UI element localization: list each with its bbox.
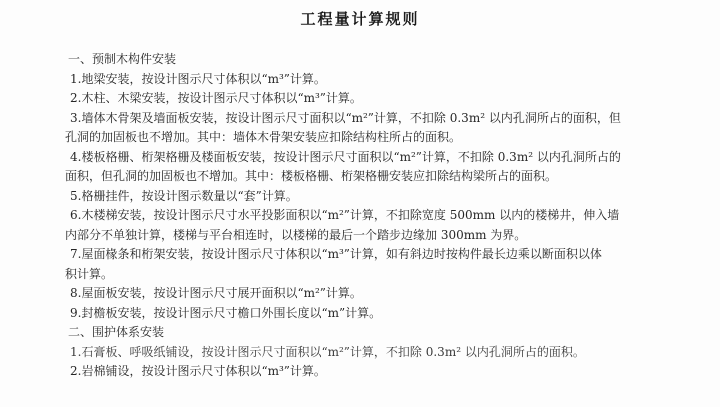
page-title: 工程量计算规则 — [300, 10, 420, 28]
item-text: 木柱、木梁安装，按设计图示尺寸体积以“m³”计算。 — [81, 91, 362, 105]
item-continuation: 内部分不单独计算，楼梯与平台相连时，以楼梯的最后一个踏步边缘加 300mm 为界。 — [65, 227, 527, 242]
item-number: 3. — [70, 110, 82, 125]
item-text: 地梁安装，按设计图示尺寸体积以“m³”计算。 — [81, 71, 326, 86]
rule-item — [66, 284, 692, 304]
item-number: 5. — [70, 188, 82, 203]
rule-item — [66, 187, 692, 207]
item-continuation: 积计算。 — [65, 266, 114, 281]
rule-item — [66, 362, 692, 382]
item-number: 6. — [70, 208, 82, 222]
item-number: 1. — [70, 344, 82, 359]
rule-item — [66, 89, 692, 109]
rule-item — [66, 343, 692, 363]
section-heading: 一、预制木构件安装 — [68, 52, 177, 66]
item-number: 4. — [70, 149, 82, 164]
rule-item — [66, 109, 692, 129]
item-number: 1. — [70, 71, 82, 86]
item-text: 格栅挂件，按设计图示数量以“套”计算。 — [81, 188, 298, 203]
rule-item — [66, 148, 692, 168]
item-text: 石膏板、呼吸纸铺设，按设计图示尺寸面积以“m²”计算，不扣除 0.3m² 以内孔洞所占的面积。 — [81, 344, 585, 359]
item-text: 封檐板安装，按设计图示尺寸檐口外围长度以“m”计算。 — [81, 305, 382, 320]
item-continuation: 孔洞的加固板也不增加。其中：墙体木骨架安装应扣除结构柱所占的面积。 — [65, 130, 462, 144]
item-text: 楼板格栅、桁架格栅及楼面板安装，按设计图示尺寸面积以“m²”计算，不扣除 0.3m² 以内孔洞所占的 — [81, 149, 621, 164]
item-text: 岩棉铺设，按设计图示尺寸体积以“m³”计算。 — [81, 364, 326, 378]
item-continuation: 面积，但孔洞的加固板也不增加。其中：楼板格栅、桁架格栅安装应扣除结构梁所占的面积。 — [65, 169, 558, 183]
rule-item — [66, 70, 692, 90]
item-number: 9. — [70, 305, 82, 320]
item-number: 8. — [70, 286, 82, 300]
item-text: 墙体木骨架及墙面板安装，按设计图示尺寸面积以“m²”计算，不扣除 0.3m² 以内孔洞所占的面积，但 — [81, 110, 621, 125]
rule-item — [66, 206, 692, 226]
section-heading: 二、围护体系安装 — [68, 325, 165, 339]
rules-body — [66, 50, 692, 382]
item-text: 屋面板安装，按设计图示尺寸展开面积以“m²”计算。 — [81, 286, 362, 300]
item-text: 木楼梯安装，按设计图示尺寸水平投影面积以“m²”计算，不扣除宽度 500mm 以内的楼梯井，伸入墙 — [81, 208, 620, 222]
rule-item — [66, 245, 692, 265]
rule-item — [66, 304, 692, 324]
item-number: 2. — [70, 91, 82, 105]
item-number: 2. — [70, 364, 82, 378]
item-text: 屋面椽条和桁架安装，按设计图示尺寸体积以“m³”计算，如有斜边时按构件最长边乘以断面积以体 — [81, 247, 602, 261]
item-number: 7. — [70, 247, 82, 261]
